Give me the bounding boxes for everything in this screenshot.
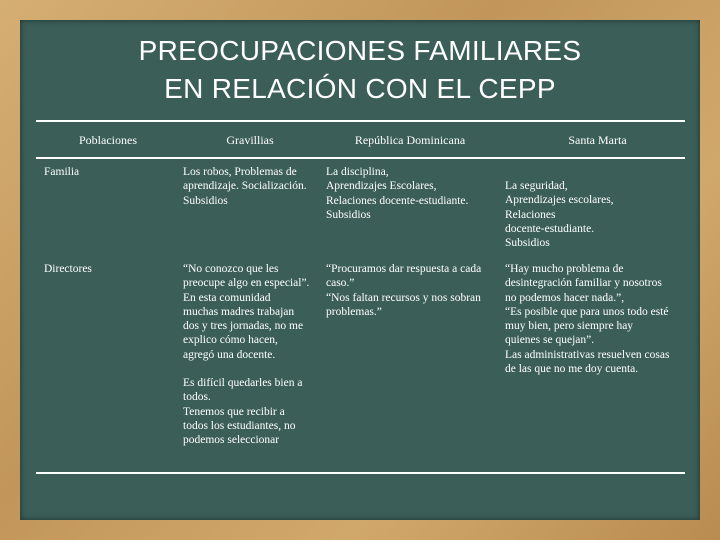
title-line-1: PREOCUPACIONES FAMILIARES [138, 35, 582, 66]
chalkboard [20, 20, 700, 520]
cell-directores-gravillias: “No conozco que les preocupe algo en especial”. En esta comunidad muchas madres trabajan dos y tres jornadas, no me explico cómo hacen, agregó una docente. [183, 263, 310, 361]
header-santa-marta: Santa Marta [568, 133, 627, 147]
header-poblaciones: Poblaciones [79, 133, 137, 147]
cell-directores-gravillias-extra: Es difícil quedarles bien a todos. Tenemos que recibir a todos los estudiantes, no podemos seleccionar [183, 377, 303, 447]
header-republica-dominicana: República Dominicana [354, 133, 466, 147]
cell-familia-republica: La disciplina, Aprendizajes Escolares, Relaciones docente-estudiante. Subsidios [326, 166, 469, 221]
table-top-rule [36, 120, 685, 122]
cell-directores-republica: “Procuramos dar respuesta a cada caso.” “Nos faltan recursos y nos sobran problemas.” [326, 263, 482, 318]
table-bottom-rule [36, 472, 685, 474]
header-gravillias: Gravillias [226, 133, 274, 147]
cell-familia-santa-marta: La seguridad, Aprendizajes escolares, Relaciones docente-estudiante. Subsidios [505, 180, 614, 250]
cell-familia-gravillias: Los robos, Problemas de aprendizaje. Socialización. Subsidios [183, 166, 307, 207]
cell-directores-santa-marta: “Hay mucho problema de desintegración familiar y nosotros no podemos hacer nada.”, “Es posible que para unos todo esté muy bien, pero siempre hay quienes se quejan”. Las administrativas resuelven cosas de las que no me doy cuenta. [505, 263, 670, 376]
row-label-directores: Directores [44, 263, 92, 275]
title-line-2: EN RELACIÓN CON EL CEPP [164, 73, 556, 104]
header-rule [36, 157, 685, 159]
slide-title [20, 32, 700, 108]
row-label-familia: Familia [44, 166, 80, 178]
